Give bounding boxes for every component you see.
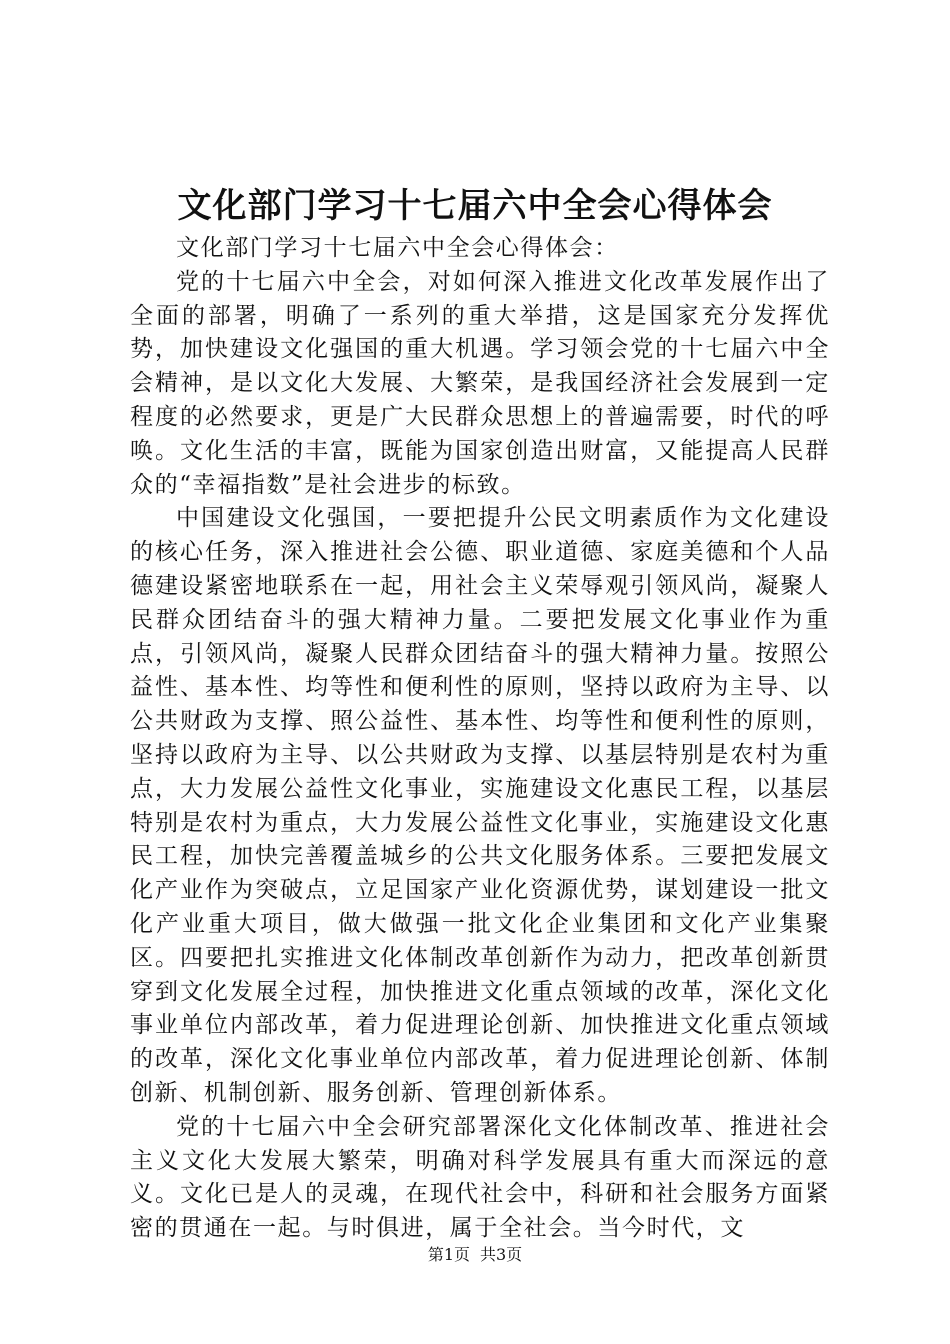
document-body <box>130 232 830 1246</box>
page-total: 共3页 <box>480 1245 523 1264</box>
page-number: 第1页 <box>427 1245 470 1264</box>
paragraph-intro: 文化部门学习十七届六中全会心得体会： <box>176 235 619 261</box>
paragraph-3: 党的十七届六中全会研究部署深化文化体制改革、推进社会主义文化大发展大繁荣，明确对科学发展具有重大而深远的意义。文化已是人的灵魂，在现代社会中，科研和社会服务方面紧密的贯通在一起。与时俱进，属于全社会。当今时代，文 <box>130 1113 830 1242</box>
paragraph-1: 党的十七届六中全会，对如何深入推进文化改革发展作出了全面的部署，明确了一系列的重大举措，这是国家充分发挥优势，加快建设文化强国的重大机遇。学习领会党的十七届六中全会精神，是以文化大发展、大繁荣，是我国经济社会发展到一定程度的必然要求，更是广大民群众思想上的普遍需要，时代的呼唤。文化生活的丰富，既能为国家创造出财富，又能提高人民群众的“幸福指数”是社会进步的标致。 <box>130 268 830 498</box>
page-footer <box>0 1243 950 1267</box>
document-title: 文化部门学习十七届六中全会心得体会 <box>177 186 773 226</box>
paragraph-2: 中国建设文化强国，一要把提升公民文明素质作为文化建设的核心任务，深入推进社会公德、职业道德、家庭美德和个人品德建设紧密地联系在一起，用社会主义荣辱观引领风尚，凝聚人民群众团结奋斗的强大精神力量。二要把发展文化事业作为重点，引领风尚，凝聚人民群众团结奋斗的强大精神力量。按照公益性、基本性、均等性和便利性的原则，坚持以政府为主导、以公共财政为支撑、照公益性、基本性、均等性和便利性的原则，坚持以政府为主导、以公共财政为支撑、以基层特别是农村为重点，大力发展公益性文化事业，实施建设文化惠民工程，以基层特别是农村为重点，大力发展公益性文化事业，实施建设文化惠民工程，加快完善覆盖城乡的公共文化服务体系。三要把发展文化产业作为突破点，立足国家产业化资源优势，谋划建设一批文化产业重大项目，做大做强一批文化企业集团和文化产业集聚区。四要把扎实推进文化体制改革创新作为动力，把改革创新贯穿到文化发展全过程，加快推进文化重点领域的改革，深化文化事业单位内部改革，着力促进理论创新、加快推进文化重点领域的改革，深化文化事业单位内部改革，着力促进理论创新、体制创新、机制创新、服务创新、管理创新体系。 <box>130 505 830 1106</box>
